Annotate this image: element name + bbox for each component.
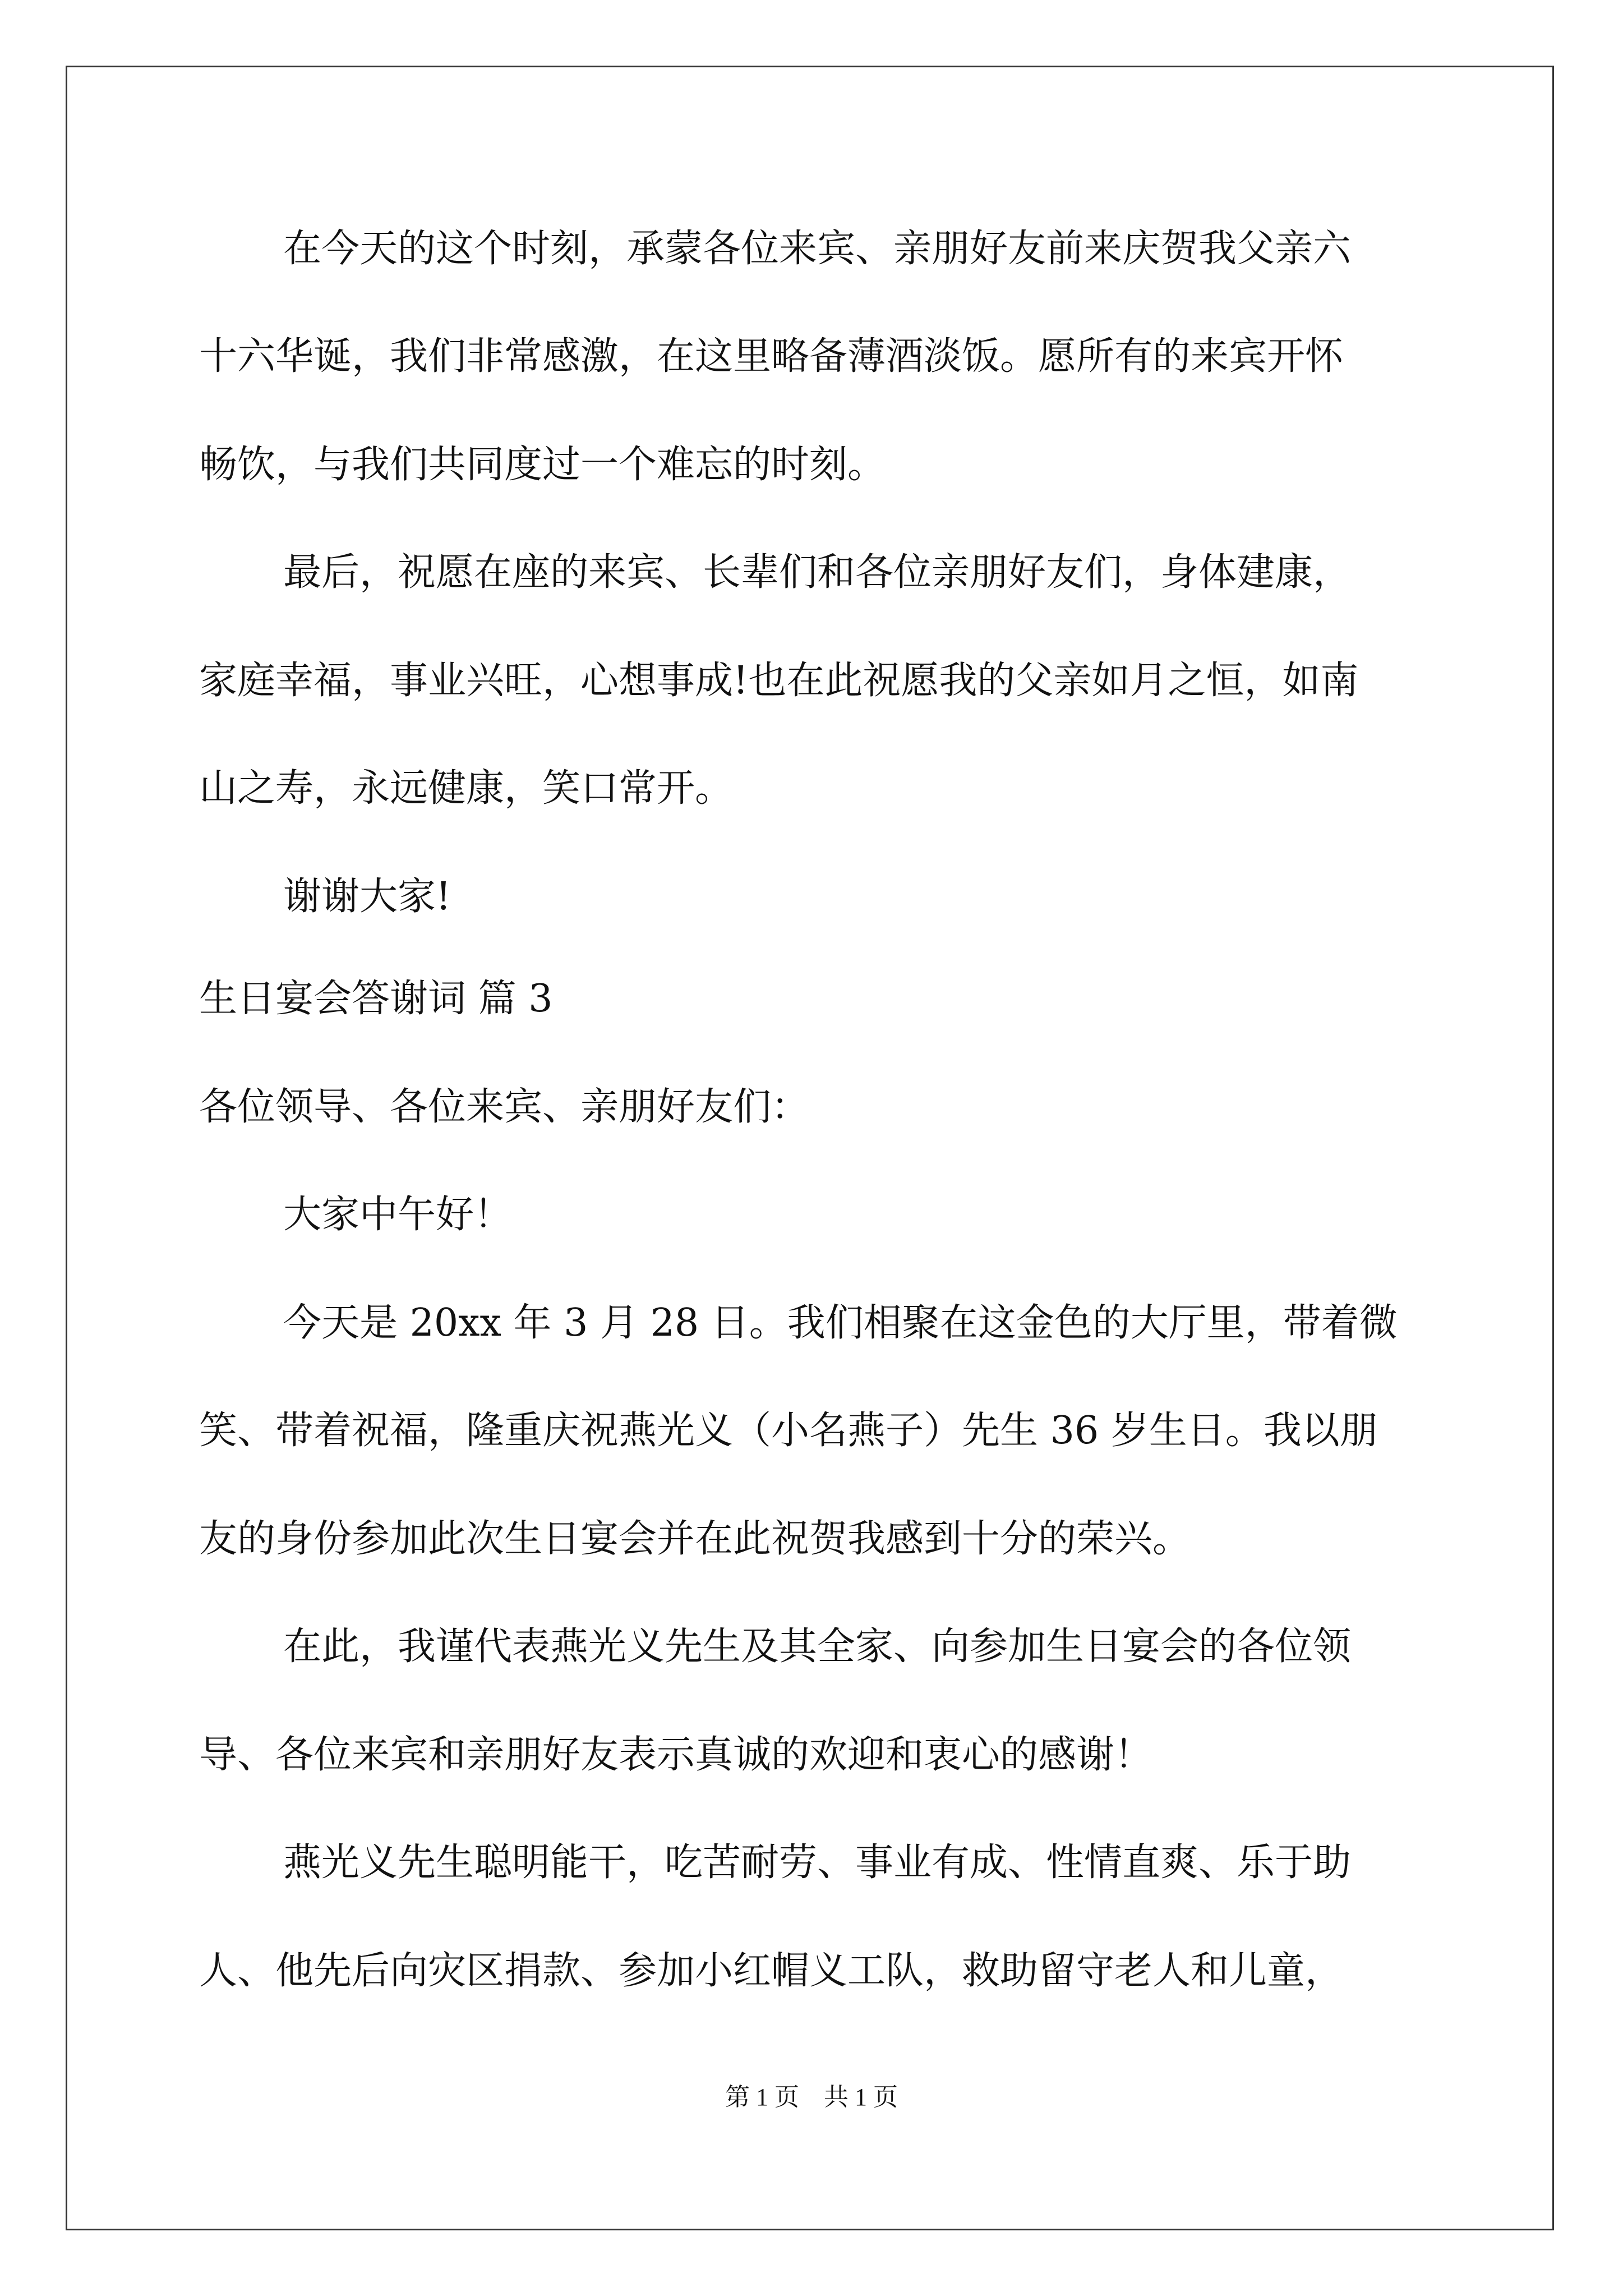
paragraph-line: 友的身份参加此次生日宴会并在此祝贺我感到十分的荣兴。 <box>199 1517 1191 1561</box>
salutation: 各位领导、各位来宾、亲朋好友们： <box>199 1085 810 1129</box>
paragraph-line: 在今天的这个时刻，承蒙各位来宾、亲朋好友前来庆贺我父亲六 <box>283 227 1352 271</box>
paragraph-line: 最后，祝愿在座的来宾、长辈们和各位亲朋好友们，身体建康， <box>283 550 1352 595</box>
page-footer: 第 1 页 共 1 页 <box>725 2083 898 2111</box>
paragraph-line: 大家中午好！ <box>283 1193 513 1237</box>
paragraph-line: 家庭幸福，事业兴旺，心想事成!也在此祝愿我的父亲如月之恒，如南 <box>199 659 1359 703</box>
paragraph-line: 十六华诞，我们非常感激，在这里略备薄酒淡饭。愿所有的来宾开怀 <box>199 334 1344 379</box>
section-heading: 生日宴会答谢词 篇 3 <box>199 977 553 1021</box>
page-border <box>66 66 1554 2230</box>
paragraph-line: 笑、带着祝福，隆重庆祝燕光义（小名燕子）先生 36 岁生日。我以朋 <box>199 1409 1378 1453</box>
paragraph-line: 畅饮，与我们共同度过一个难忘的时刻。 <box>199 443 886 487</box>
paragraph-line: 山之寿，永远健康，笑口常开。 <box>199 766 734 811</box>
paragraph-line: 谢谢大家! <box>283 875 451 919</box>
paragraph-line: 在此，我谨代表燕光义先生及其全家、向参加生日宴会的各位领 <box>283 1625 1352 1669</box>
paragraph-line: 导、各位来宾和亲朋好友表示真诚的欢迎和衷心的感谢！ <box>199 1733 1153 1777</box>
paragraph-line: 燕光义先生聪明能干，吃苦耐劳、事业有成、性情直爽、乐于助 <box>283 1841 1352 1885</box>
paragraph-line: 今天是 20xx 年 3 月 28 日。我们相聚在这金色的大厅里，带着微 <box>283 1301 1398 1345</box>
paragraph-line: 人、他先后向灾区捐款、参加小红帽义工队，救助留守老人和儿童， <box>199 1949 1344 1993</box>
